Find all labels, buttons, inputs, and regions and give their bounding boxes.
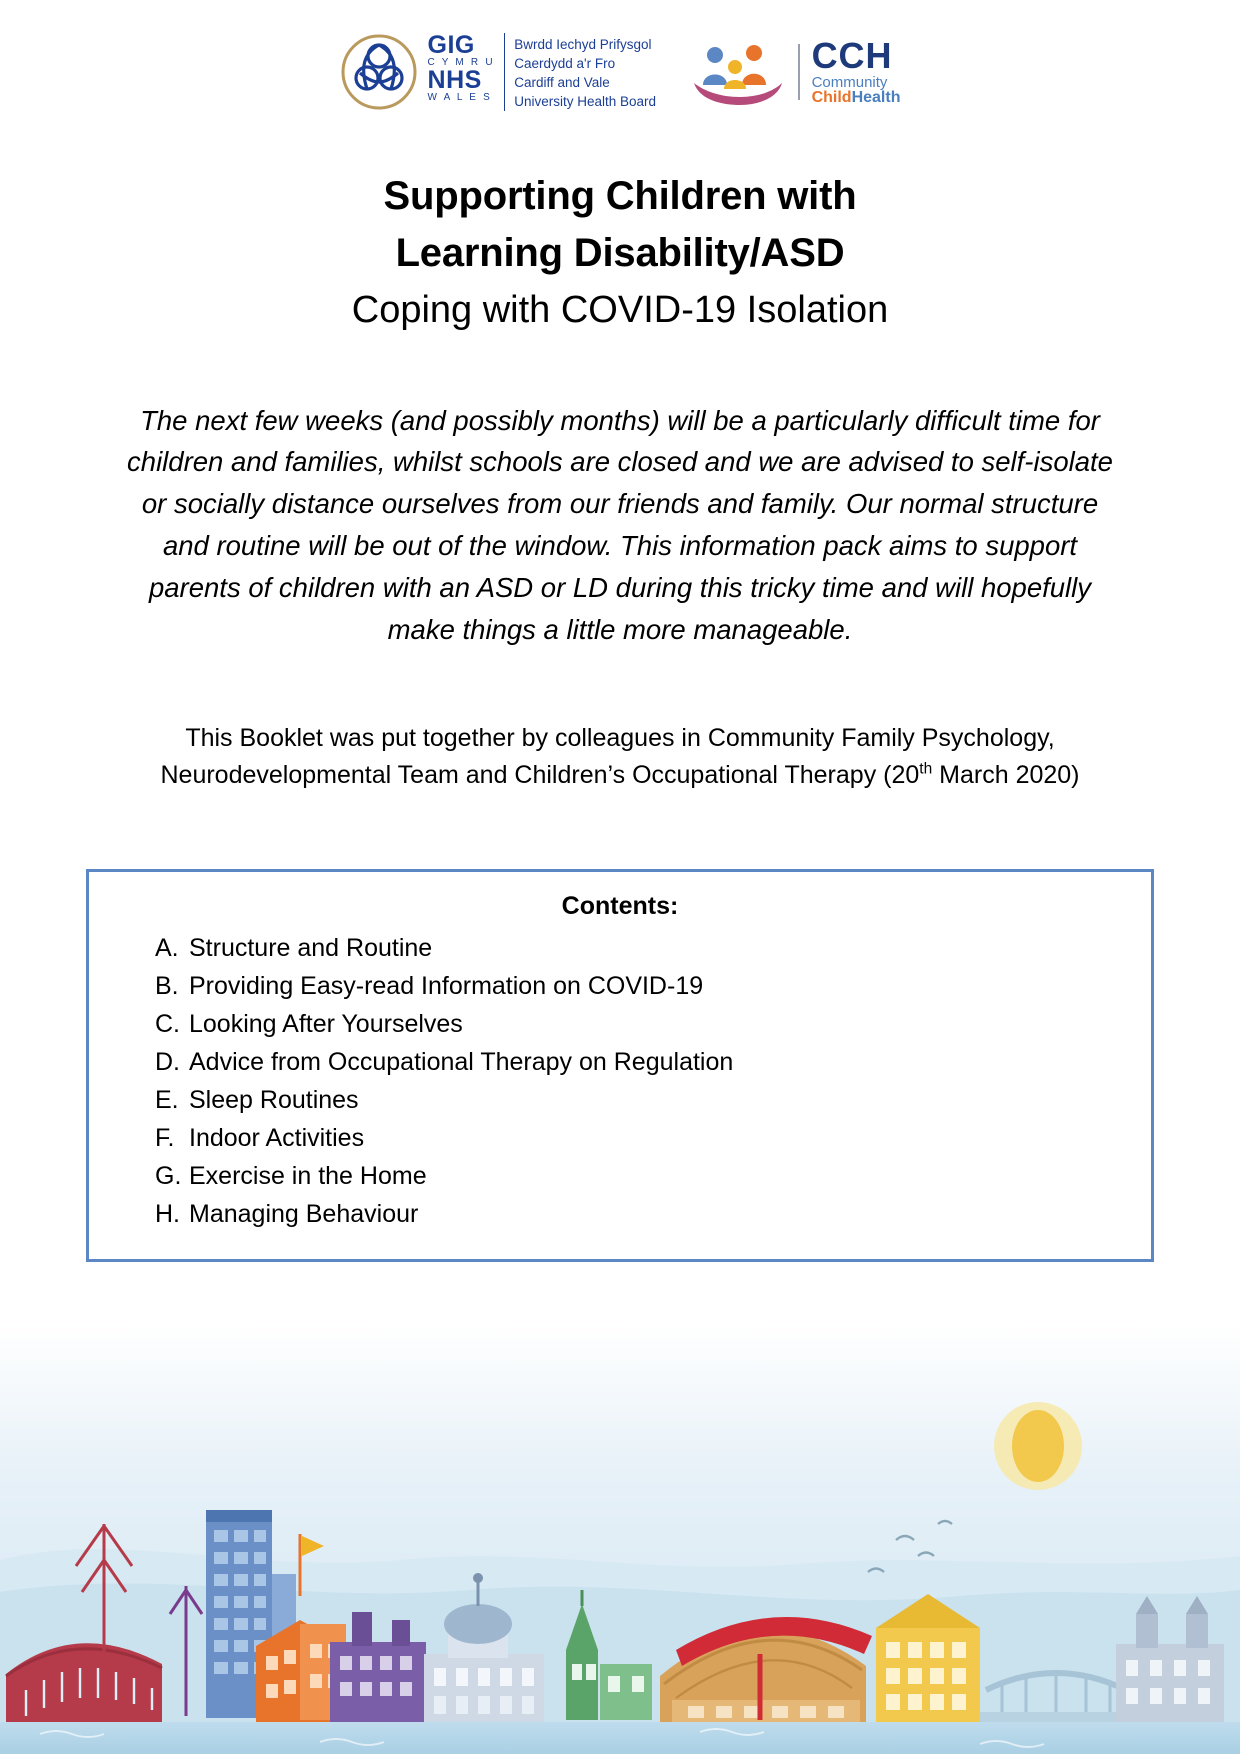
list-item-marker: E.	[155, 1085, 179, 1114]
board-line-1: Bwrdd Iechyd Prifysgol	[514, 36, 652, 52]
list-item-marker: F.	[155, 1123, 175, 1152]
list-item-marker: H.	[155, 1199, 180, 1228]
list-item-marker: G.	[155, 1161, 182, 1190]
credits-ordinal: th	[919, 760, 933, 778]
nhs-cymru-label: C Y M R U	[427, 56, 495, 68]
contents-heading: Contents:	[561, 891, 679, 920]
board-line-2: Caerdydd a'r Fro	[514, 55, 616, 71]
credits-part-1: This Booklet was put together by colleagues in Community Family Psychology, Neurodevelopmental Team and Children’s Occupational Therapy (20	[160, 724, 1055, 789]
cardiff-skyline-illustration	[0, 1324, 1240, 1754]
cch-childhealth-label	[812, 90, 901, 107]
nhs-gig-label: GIG	[427, 30, 475, 59]
celtic-knot-icon	[340, 33, 418, 111]
title-line-3: Coping with COVID-19 Isolation	[351, 288, 889, 331]
contents-box	[86, 869, 1154, 1262]
list-item-label: Structure and Routine	[189, 933, 433, 962]
nhs-wales-label: W A L E S	[427, 91, 492, 103]
cch-wordmark	[811, 34, 901, 107]
list-item-marker: C.	[155, 1009, 180, 1038]
list-item-label: Providing Easy-read Information on COVID-19	[189, 971, 704, 1000]
cch-abbreviation: CCH	[811, 34, 893, 76]
board-line-4: University Health Board	[514, 94, 657, 110]
list-item-marker: B.	[155, 971, 179, 1000]
nhs-label: NHS	[427, 65, 482, 94]
health-board-name	[514, 33, 656, 112]
family-in-hand-icon	[690, 39, 786, 105]
cch-divider	[798, 44, 800, 100]
nhs-wordmark	[427, 30, 657, 112]
list-item[interactable]	[155, 1081, 1127, 1119]
list-item-marker: A.	[155, 933, 179, 962]
list-item-label: Sleep Routines	[189, 1085, 359, 1114]
cch-community-label: Community	[811, 73, 888, 91]
list-item-label: Looking After Yourselves	[189, 1009, 463, 1038]
cch-health-word: Health	[851, 89, 901, 107]
nhs-wales-logo	[340, 30, 657, 112]
list-item-marker: D.	[155, 1047, 180, 1076]
title-line-1: Supporting Children with	[383, 174, 857, 218]
list-item[interactable]	[155, 929, 1127, 967]
list-item-label: Advice from Occupational Therapy on Regulation	[189, 1047, 734, 1076]
list-item[interactable]	[155, 1043, 1127, 1081]
list-item-label: Indoor Activities	[189, 1123, 365, 1152]
list-item-label: Managing Behaviour	[189, 1199, 419, 1228]
list-item[interactable]	[155, 1005, 1127, 1043]
credits-paragraph	[145, 720, 1095, 793]
credits-part-2: March 2020)	[932, 760, 1080, 789]
board-line-3: Cardiff and Vale	[514, 75, 610, 90]
list-item[interactable]	[155, 1195, 1127, 1233]
contents-list	[113, 929, 1127, 1233]
title-line-2: Learning Disability/ASD	[395, 230, 845, 275]
cch-child-word: Child	[811, 89, 852, 107]
community-child-health-logo	[690, 34, 901, 107]
logo-bar	[0, 0, 1240, 116]
list-item[interactable]	[155, 1157, 1127, 1195]
list-item[interactable]	[155, 967, 1127, 1005]
page-title	[0, 168, 1240, 338]
list-item-label: Exercise in the Home	[189, 1161, 427, 1190]
intro-paragraph: The next few weeks (and possibly months) will be a particularly difficult time for children and families, whilst schools are closed and we are advised to self-isolate or socially distance ourselves from our friends and family. Our normal structure and routine will be out of the window. This information pack aims to support parents of children with an ASD or LD during this tricky time and will hopefully make things a little more manageable.	[127, 404, 1113, 645]
list-item[interactable]	[155, 1119, 1127, 1157]
logo-divider	[504, 33, 506, 112]
nhs-gig-text	[427, 30, 495, 112]
